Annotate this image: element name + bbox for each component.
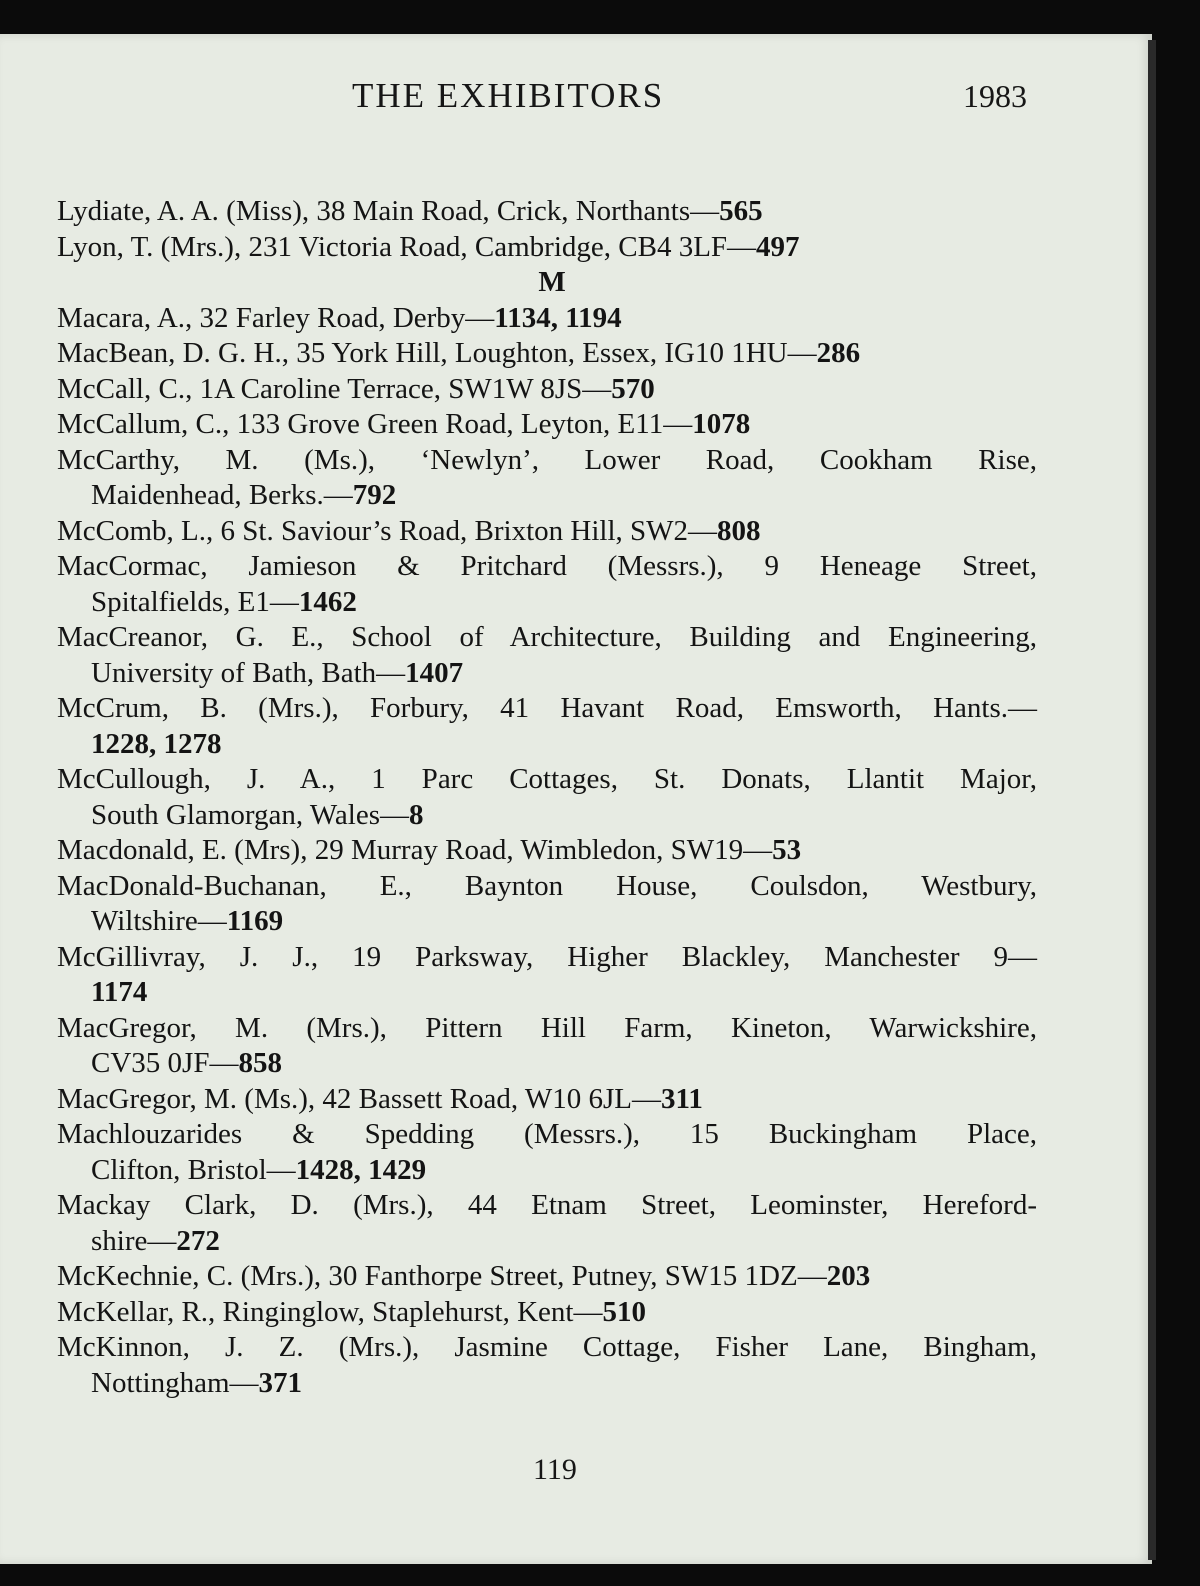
header-title: THE EXHIBITORS (352, 76, 665, 115)
entry-continuation-line (57, 1153, 1037, 1189)
exhibit-number: 203 (826, 1260, 871, 1292)
entry-line (57, 230, 1037, 266)
entry-continuation-line (57, 478, 1037, 514)
entry-line (57, 194, 1037, 230)
entry-line (57, 372, 1037, 408)
entry-text: Spitalfields, E1— (91, 585, 299, 618)
running-header (0, 76, 1152, 126)
exhibitor-entry (57, 833, 1037, 869)
exhibitor-entry (57, 869, 1037, 940)
exhibit-number: 510 (602, 1295, 646, 1328)
exhibitor-entry (57, 1330, 1037, 1401)
exhibitor-entry (57, 514, 1037, 550)
exhibit-number: 1428, 1429 (295, 1153, 427, 1186)
exhibit-number: 497 (756, 230, 800, 263)
entry-line (57, 762, 1037, 798)
exhibitor-entry (57, 1117, 1037, 1188)
entry-text: McComb, L., 6 St. Saviour’s Road, Brixton Hill, SW2— (57, 514, 718, 547)
exhibitor-list (57, 194, 1037, 1401)
exhibit-number: 1462 (298, 585, 357, 618)
exhibitor-entry (57, 372, 1037, 408)
exhibitor-entry (57, 1259, 1037, 1295)
entry-text: MacCreanor, G. E., School of Architecture, Building and Engineering, (57, 621, 1037, 653)
entry-text: South Glamorgan, Wales— (91, 798, 409, 831)
exhibitor-entry (57, 301, 1037, 337)
exhibitor-entry (57, 1011, 1037, 1082)
entry-line (57, 1259, 1037, 1295)
entry-text: Wiltshire— (91, 905, 227, 937)
entry-continuation-line (57, 1046, 1037, 1082)
entry-text: McCrum, B. (Mrs.), Forbury, 41 Havant Road, Emsworth, Hants.— (57, 692, 1037, 724)
page-number: 119 (533, 1453, 577, 1486)
entry-continuation-line (57, 904, 1037, 940)
exhibitor-entry (57, 620, 1037, 691)
entry-line (57, 869, 1037, 905)
exhibit-number: 286 (816, 337, 861, 369)
entry-text: Lydiate, A. A. (Miss), 38 Main Road, Crick, Northants— (57, 195, 720, 227)
entry-text: McKechnie, C. (Mrs.), 30 Fanthorpe Street, Putney, SW15 1DZ— (57, 1260, 827, 1292)
exhibit-number: 792 (352, 479, 397, 511)
entry-text: MacGregor, M. (Ms.), 42 Bassett Road, W10 6JL— (57, 1082, 662, 1115)
entry-line (57, 1330, 1037, 1366)
entry-text: MacBean, D. G. H., 35 York Hill, Loughton, Essex, IG10 1HU— (57, 337, 817, 369)
exhibitor-entry (57, 1188, 1037, 1259)
entry-continuation-line (57, 585, 1037, 621)
exhibitor-entry (57, 336, 1037, 372)
exhibitor-entry (57, 230, 1037, 266)
entry-text: MacDonald-Buchanan, E., Baynton House, Coulsdon, Westbury, (57, 869, 1037, 902)
entry-continuation-line (57, 656, 1037, 692)
exhibitor-entry (57, 940, 1037, 1011)
entry-text: MacGregor, M. (Mrs.), Pittern Hill Farm, Kineton, Warwickshire, (57, 1011, 1037, 1044)
entry-line (57, 443, 1037, 479)
entry-text: McCall, C., 1A Caroline Terrace, SW1W 8JS— (57, 372, 612, 405)
exhibit-number: 1228, 1278 (91, 727, 222, 760)
entry-text: McGillivray, J. J., 19 Parksway, Higher Blackley, Manchester 9— (57, 940, 1037, 973)
entry-line (57, 549, 1037, 585)
entry-text: Lyon, T. (Mrs.), 231 Victoria Road, Cambridge, CB4 3LF— (57, 230, 757, 263)
entry-continuation-line (57, 798, 1037, 834)
exhibitor-entry (57, 1082, 1037, 1118)
entry-text: MacCormac, Jamieson & Pritchard (Messrs.), 9 Heneage Street, (57, 550, 1037, 582)
entry-line (57, 514, 1037, 550)
entry-text: McKinnon, J. Z. (Mrs.), Jasmine Cottage, Fisher Lane, Bingham, (57, 1331, 1037, 1363)
exhibit-number: 1134, 1194 (494, 301, 622, 334)
exhibit-number: 1078 (692, 408, 751, 440)
exhibit-number: 272 (176, 1224, 220, 1257)
entry-line (57, 1188, 1037, 1224)
entry-text: shire— (91, 1224, 177, 1257)
entry-line (57, 301, 1037, 337)
entry-continuation-line (57, 1224, 1037, 1260)
entry-line (57, 1082, 1037, 1118)
entry-text: McCarthy, M. (Ms.), ‘Newlyn’, Lower Road, Cookham Rise, (57, 443, 1037, 476)
entry-line (57, 1295, 1037, 1331)
entry-line (57, 407, 1037, 443)
entry-text: McCallum, C., 133 Grove Green Road, Leyton, E11— (57, 408, 693, 440)
entry-text: Clifton, Bristol— (91, 1153, 296, 1186)
entry-continuation-line (57, 727, 1037, 763)
exhibit-number: 858 (238, 1047, 282, 1079)
exhibit-number: 570 (611, 372, 655, 405)
entry-text: University of Bath, Bath— (91, 656, 406, 689)
exhibit-number: 565 (719, 195, 763, 227)
entry-continuation-line (57, 1366, 1037, 1402)
entry-continuation-line (57, 975, 1037, 1011)
entry-line (57, 336, 1037, 372)
exhibitor-entry (57, 443, 1037, 514)
entry-line (57, 940, 1037, 976)
entry-line (57, 691, 1037, 727)
entry-line (57, 1117, 1037, 1153)
exhibit-number: 1174 (91, 976, 148, 1008)
exhibit-number: 8 (408, 798, 424, 831)
exhibit-number: 311 (661, 1082, 703, 1115)
entry-text: Machlouzarides & Spedding (Messrs.), 15 Buckingham Place, (57, 1118, 1037, 1150)
exhibitor-entry (57, 762, 1037, 833)
section-letter: M (538, 266, 566, 298)
entry-line (57, 833, 1037, 869)
exhibit-number: 1407 (405, 656, 464, 689)
entry-text: Mackay Clark, D. (Mrs.), 44 Etnam Street, Leominster, Hereford- (57, 1189, 1037, 1221)
exhibit-number: 1169 (226, 905, 284, 937)
exhibit-number: 53 (772, 834, 802, 866)
exhibitor-entry (57, 1295, 1037, 1331)
entry-text: McKellar, R., Ringinglow, Staplehurst, Kent— (57, 1295, 603, 1328)
entry-text: Macara, A., 32 Farley Road, Derby— (57, 301, 495, 334)
exhibitor-entry (57, 407, 1037, 443)
exhibitor-entry (57, 194, 1037, 230)
entry-text: CV35 0JF— (91, 1047, 239, 1079)
entry-line (57, 620, 1037, 656)
entry-text: Nottingham— (91, 1366, 259, 1399)
entry-text: Macdonald, E. (Mrs), 29 Murray Road, Wimbledon, SW19— (57, 834, 773, 866)
entry-text: Maidenhead, Berks.— (91, 479, 353, 511)
entry-line (57, 1011, 1037, 1047)
page-edge (1148, 40, 1156, 1560)
header-year: 1983 (963, 78, 1027, 114)
exhibit-number: 808 (717, 514, 761, 547)
exhibitor-entry (57, 549, 1037, 620)
exhibit-number: 371 (258, 1366, 303, 1399)
exhibitor-entry (57, 691, 1037, 762)
entry-text: McCullough, J. A., 1 Parc Cottages, St. Donats, Llantit Major, (57, 763, 1037, 795)
